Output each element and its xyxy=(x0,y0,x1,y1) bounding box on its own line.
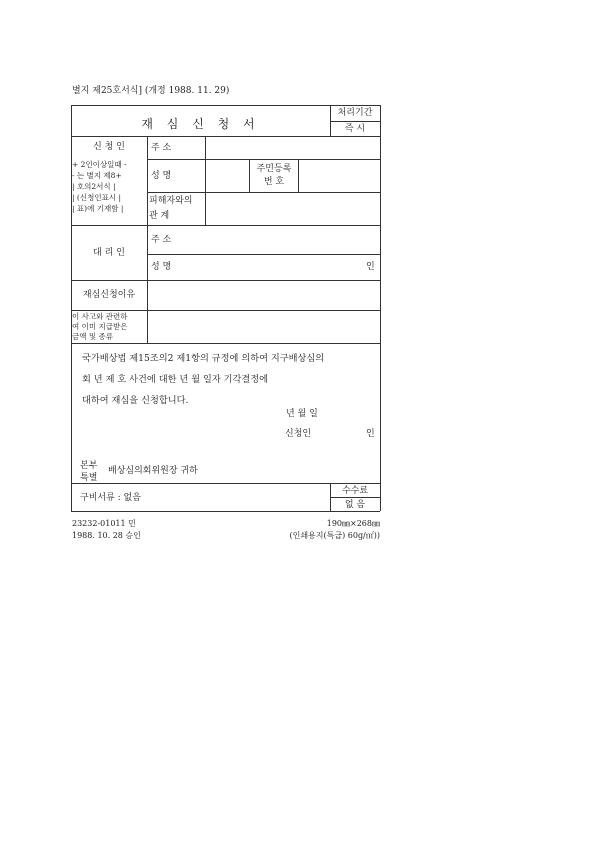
agent-name-label: 성 명 xyxy=(151,262,172,272)
processing-period-label: 처리기간 xyxy=(337,108,373,118)
agent-label: 대 리 인 xyxy=(93,248,125,258)
resident-no-field[interactable] xyxy=(299,160,379,191)
relation-label: 피해자와의 xyxy=(149,196,193,206)
signer-label: 신청인 xyxy=(285,429,312,439)
form-number: 23232-01011 민 xyxy=(72,519,136,528)
fee-label: 수수료 xyxy=(341,486,369,496)
applicant-address-field[interactable] xyxy=(206,137,379,158)
applicant-address-label: 주 소 xyxy=(151,143,172,153)
applicant-label: 신 청 인 xyxy=(93,142,125,152)
applicant-note: + 2인이상일때 - - 는 별지 제8+ | 호의2서식 | | (신청인표시 | | 표)에 기재함 | xyxy=(72,160,127,213)
compensation-label: 이 사고와 관련하 xyxy=(72,312,128,321)
paper-type: (인쇄용지(특급) 60g/㎡)) xyxy=(289,531,380,540)
addressee: 배상심의회위원장 귀하 xyxy=(108,466,198,476)
form-header-caption: 별지 제25호서식] (개정 1988. 11. 29) xyxy=(72,86,230,96)
agent-seal: 인 xyxy=(366,262,375,272)
relation-field[interactable] xyxy=(206,193,379,224)
signer-seal: 인 xyxy=(366,429,375,439)
statement-date: 년 월 일 xyxy=(286,409,318,419)
agent-address-label: 주 소 xyxy=(151,235,172,245)
form-title: 재 심 신 청 서 xyxy=(141,117,260,131)
agent-name-field[interactable] xyxy=(206,255,366,279)
processing-period-value: 즉 시 xyxy=(344,124,366,134)
resident-no-label: 주민등록 xyxy=(256,164,292,174)
agent-address-field[interactable] xyxy=(206,226,379,253)
approval-date: 1988. 10. 28 승인 xyxy=(72,531,141,540)
reason-field[interactable] xyxy=(148,281,379,309)
applicant-name-label: 성 명 xyxy=(151,171,172,181)
addressee-prefix: 본부 xyxy=(80,461,98,471)
statement-text: 국가배상법 제15조의2 제1항의 규정에 의하여 지구배상심의 회 년 제 호 사건에 대한 년 월 일자 기각결정에 대하여 재심을 신청합니다. xyxy=(82,353,325,406)
compensation-field[interactable] xyxy=(148,311,379,342)
applicant-name-field[interactable] xyxy=(206,160,248,191)
documents-label: 구비서류 : 없음 xyxy=(80,493,141,503)
reason-label: 재심신청이유 xyxy=(82,290,136,300)
fee-value: 없 음 xyxy=(344,500,366,510)
paper-size: 190㎜×268㎜ xyxy=(326,519,380,528)
